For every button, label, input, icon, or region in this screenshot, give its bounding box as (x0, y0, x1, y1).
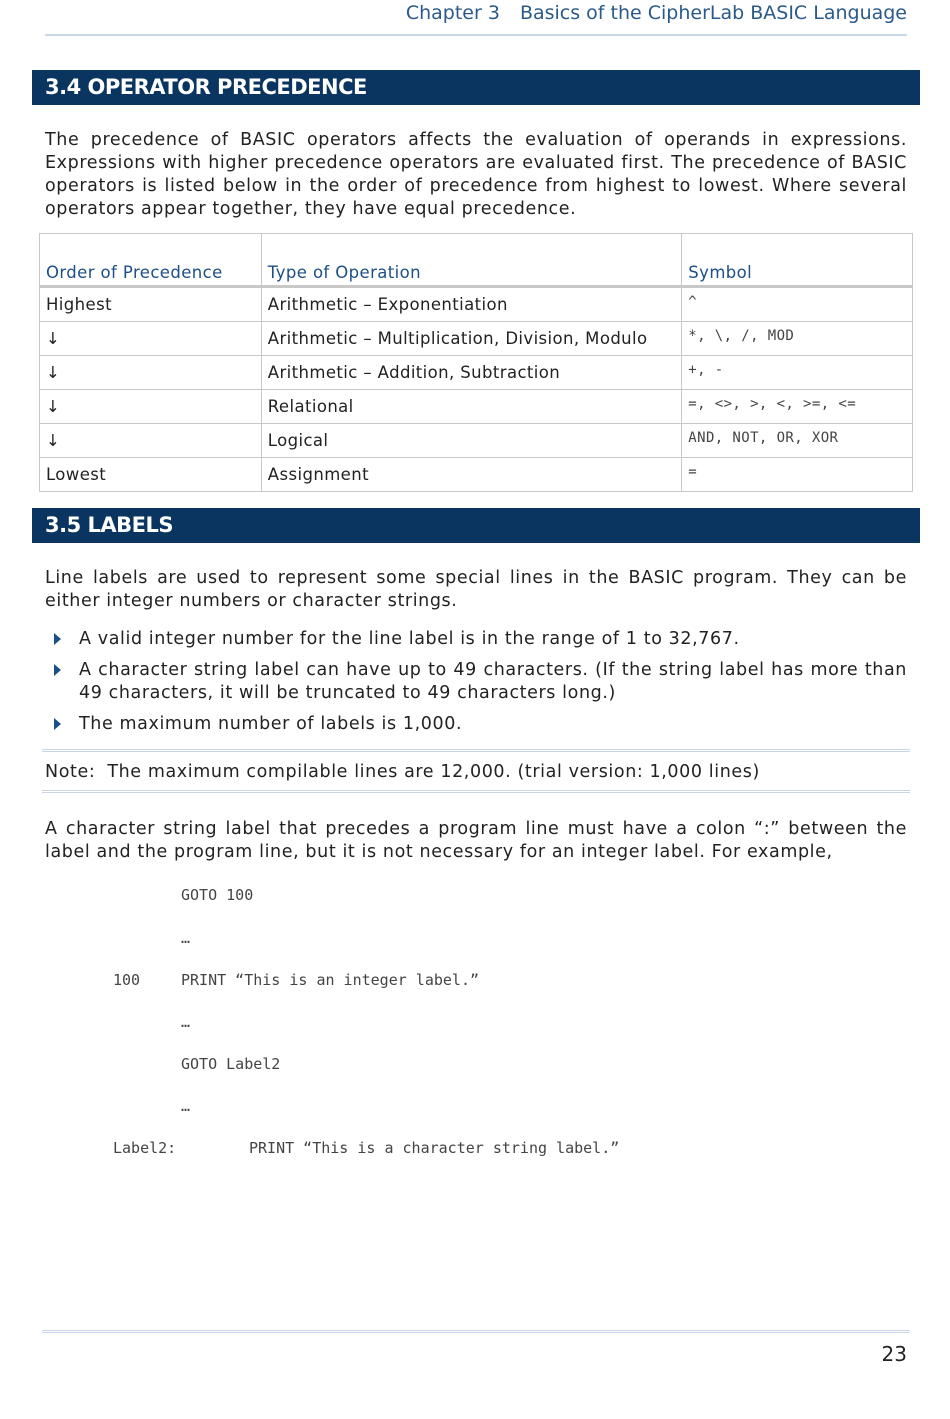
cell-type: Arithmetic – Addition, Subtraction (261, 356, 681, 390)
note-text: The maximum compilable lines are 12,000. (trial version: 1,000 lines) (107, 762, 760, 782)
cell-symbol: ^ (682, 287, 913, 322)
table-header-row (40, 234, 913, 287)
cell-type: Arithmetic – Exponentiation (261, 287, 681, 322)
bullet-triangle-icon (54, 718, 61, 730)
cell-symbol: AND, NOT, OR, XOR (682, 424, 913, 458)
precedence-paragraph: The precedence of BASIC operators affects the evaluation of operands in expressions. Expressions with higher precedence operators are evaluated first. The precedence of BASIC operators is listed below in the order of precedence from highest to lowest. Where several operators appear together, they have equal precedence. (45, 130, 907, 219)
code-line: GOTO Label2 (181, 1055, 281, 1073)
bullet-text: A valid integer number for the line label is in the range of 1 to 32,767. (79, 629, 740, 649)
table-row (40, 424, 913, 458)
bullet-text: The maximum number of labels is 1,000. (79, 714, 463, 734)
table-row (40, 322, 913, 356)
labels-paragraph-2: A character string label that precedes a program line must have a colon “:” between the label and the program line, but it is not necessary for an integer label. For example, (45, 819, 907, 862)
table-row (40, 287, 913, 322)
cell-type: Logical (261, 424, 681, 458)
code-line-label: Label2: (113, 1139, 177, 1157)
cell-order: ↓ (40, 322, 262, 356)
labels-paragraph: Line labels are used to represent some special lines in the BASIC program. They can be either integer numbers or character strings. (45, 568, 907, 611)
list-item (45, 628, 907, 651)
cell-symbol: +, - (682, 356, 913, 390)
cell-type: Relational (261, 390, 681, 424)
chapter-label: Chapter 3 (405, 2, 500, 24)
cell-type: Arithmetic – Multiplication, Division, Modulo (261, 322, 681, 356)
cell-order: ↓ (40, 390, 262, 424)
header-symbol: Symbol (682, 234, 913, 287)
cell-symbol: *, \, /, MOD (682, 322, 913, 356)
page-number: 23 (881, 1342, 907, 1366)
cell-order: ↓ (40, 356, 262, 390)
chapter-title: Basics of the CipherLab BASIC Language (519, 2, 907, 24)
code-ellipsis: … (181, 929, 191, 947)
table-row (40, 458, 913, 492)
code-ellipsis: … (181, 1013, 191, 1031)
section-heading-labels: 3.5 LABELS (32, 508, 920, 543)
header-type: Type of Operation (261, 234, 681, 287)
note-label: Note: (45, 762, 96, 782)
cell-type: Assignment (261, 458, 681, 492)
code-line: GOTO 100 (181, 886, 254, 904)
list-item (45, 713, 907, 736)
code-line-label: 100 (113, 971, 141, 989)
precedence-table (39, 233, 913, 492)
list-item (45, 659, 907, 705)
bullet-text: A character string label can have up to 49 characters. (If the string label has more than 49 characters, it will be truncated to 49 characters long.) (79, 660, 907, 703)
section-heading-operator-precedence: 3.4 OPERATOR PRECEDENCE (32, 70, 920, 105)
code-ellipsis: … (181, 1097, 191, 1115)
footer-divider (42, 1330, 910, 1333)
cell-symbol: =, <>, >, <, >=, <= (682, 390, 913, 424)
cell-order: ↓ (40, 424, 262, 458)
page-header (45, 0, 907, 36)
code-line: PRINT “This is a character string label.” (249, 1139, 620, 1157)
cell-order: Lowest (40, 458, 262, 492)
note-box (42, 749, 910, 793)
cell-symbol: = (682, 458, 913, 492)
code-line: PRINT “This is an integer label.” (181, 971, 480, 989)
header-order: Order of Precedence (40, 234, 262, 287)
table-row (40, 390, 913, 424)
labels-bullet-list (45, 628, 907, 744)
bullet-triangle-icon (54, 664, 61, 676)
table-row (40, 356, 913, 390)
cell-order: Highest (40, 287, 262, 322)
bullet-triangle-icon (54, 633, 61, 645)
